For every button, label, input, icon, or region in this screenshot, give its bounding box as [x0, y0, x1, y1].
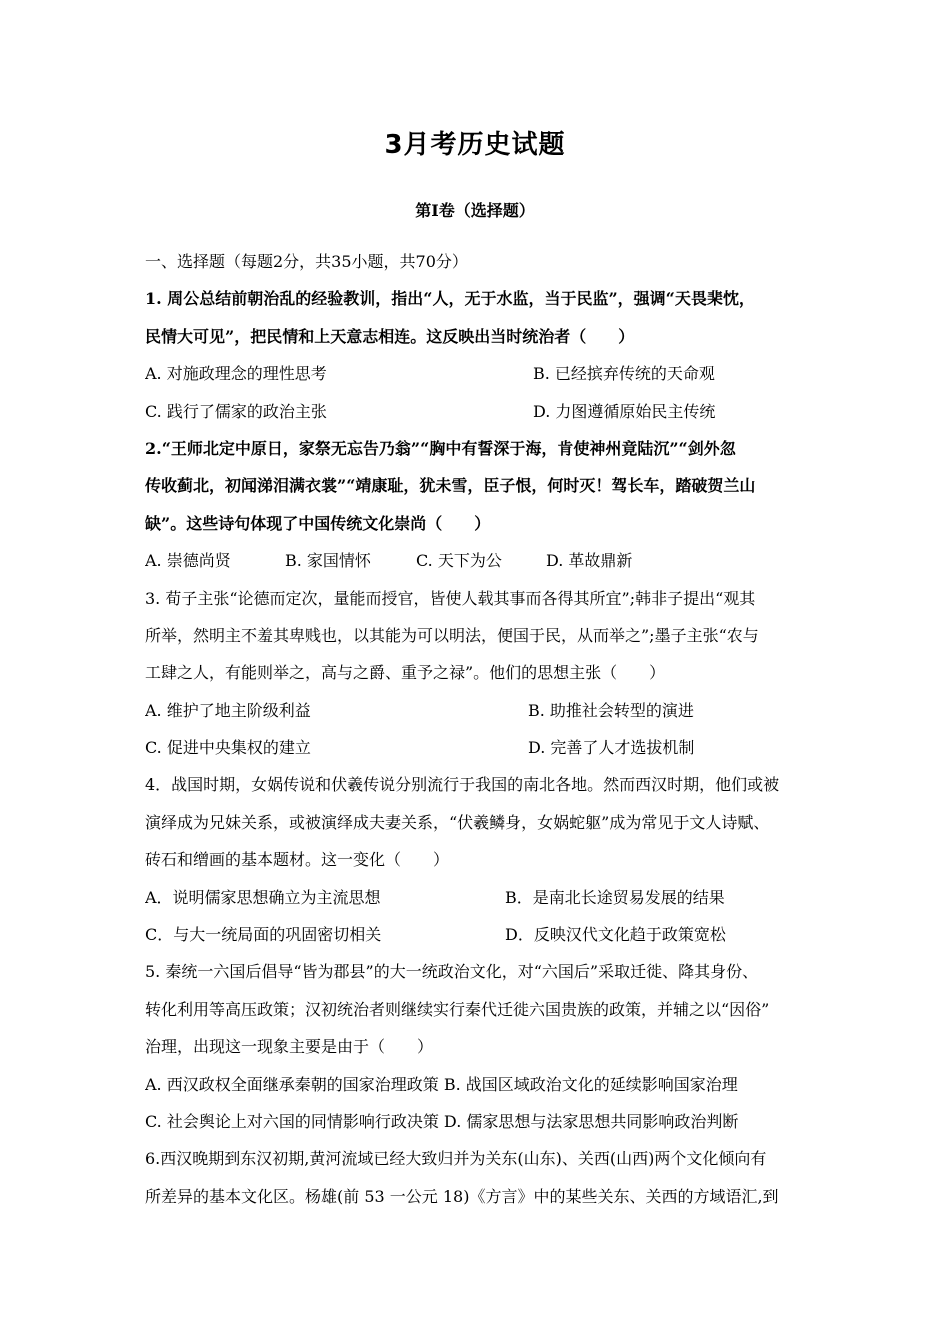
question-4-stem-line-3: 砖石和缯画的基本题材。这一变化（ ）	[145, 850, 450, 870]
page-title: 3月考历史试题	[384, 130, 566, 160]
question-4-option-c[interactable]: C．与大一统局面的巩固密切相关	[145, 925, 382, 945]
section-subtitle: 第Ⅰ卷（选择题）	[415, 201, 535, 220]
question-6-stem-line-1: 6.西汉晚期到东汉初期,黄河流域已经大致归并为关东(山东)、关西(山西)两个文化倾向有	[145, 1149, 767, 1169]
question-2-stem-line-3: 缺”。这些诗句体现了中国传统文化崇尚（ ）	[145, 513, 491, 533]
question-3-option-c[interactable]: C. 促进中央集权的建立	[145, 738, 311, 758]
question-5-stem-line-3: 治理，出现这一现象主要是由于（ ）	[145, 1037, 434, 1057]
question-3-stem-line-2: 所举，然明主不羞其卑贱也，以其能为可以明法，便国于民，从而举之”;墨子主张“农与	[145, 625, 759, 645]
question-2-stem-line-1: 2.“王师北定中原日，家祭无忘告乃翁”“胸中有誓深于海，肯使神州竟陆沉”“剑外忽	[145, 438, 736, 458]
question-4-options-ab	[145, 884, 827, 921]
question-2-option-c[interactable]: C. 天下为公	[416, 551, 502, 571]
question-3-stem-line-1: 3. 荀子主张“论德而定次，量能而授官，皆使人载其事而各得其所宜”;韩非子提出“观其	[145, 588, 756, 608]
question-4-option-b[interactable]: B．是南北长途贸易发展的结果	[505, 887, 725, 907]
question-3-option-b[interactable]: B. 助推社会转型的演进	[528, 700, 694, 720]
question-1-options-ab	[145, 360, 827, 397]
question-1-option-b[interactable]: B. 已经摈弃传统的天命观	[533, 364, 715, 384]
question-1-option-a[interactable]: A. 对施政理念的理性思考	[145, 364, 327, 384]
question-3-stem-line-3: 工肆之人，有能则举之，高与之爵、重予之禄”。他们的思想主张（ ）	[145, 663, 666, 683]
question-2-options	[145, 547, 827, 584]
question-4-options-cd	[145, 921, 827, 958]
question-2-option-b[interactable]: B. 家国情怀	[285, 551, 371, 571]
question-3-option-a[interactable]: A. 维护了地主阶级利益	[145, 700, 311, 720]
question-5-options-ab[interactable]: A. 西汉政权全面继承秦朝的国家治理政策 B. 战国区域政治文化的延续影响国家治理	[145, 1074, 738, 1094]
question-5-stem-line-1: 5. 秦统一六国后倡导“皆为郡县”的大一统政治文化，对“六国后”采取迁徙、降其身份、	[145, 962, 759, 982]
question-4-stem-line-1: 4．战国时期，女娲传说和伏羲传说分别流行于我国的南北各地。然而西汉时期，他们或被	[145, 775, 780, 795]
question-1-stem-line-2: 民情大可见”，把民情和上天意志相连。这反映出当时统治者（ ）	[145, 326, 635, 346]
question-1-option-c[interactable]: C. 践行了儒家的政治主张	[145, 401, 327, 421]
question-4-option-d[interactable]: D．反映汉代文化趋于政策宽松	[505, 925, 726, 945]
question-1-stem-line-1: 1. 周公总结前朝治乱的经验教训，指出“人，无于水监，当于民监”，强调“天畏棐忱，	[145, 289, 755, 309]
question-4-stem-line-2: 演绎成为兄妹关系，或被演绎成夫妻关系，“伏羲鳞身，女娲蛇躯”成为常见于文人诗赋、	[145, 812, 770, 832]
question-6-stem-line-2: 所差异的基本文化区。杨雄(前 53 一公元 18)《方言》中的某些关东、关西的方域语汇,到	[145, 1186, 779, 1206]
section-heading: 一、选择题（每题2分，共35小题，共70分）	[145, 252, 468, 271]
question-2-stem-line-2: 传收蓟北，初闻涕泪满衣裳”“靖康耻，犹未雪，臣子恨，何时灭！驾长车，踏破贺兰山	[145, 476, 756, 496]
question-5-stem-line-2: 转化利用等高压政策；汉初统治者则继续实行秦代迁徙六国贵族的政策，并辅之以“因俗”	[145, 999, 770, 1019]
question-1-option-d[interactable]: D. 力图遵循原始民主传统	[533, 401, 716, 421]
question-5-options-cd[interactable]: C. 社会舆论上对六国的同情影响行政决策 D. 儒家思想与法家思想共同影响政治判断	[145, 1111, 739, 1131]
question-4-option-a[interactable]: A．说明儒家思想确立为主流思想	[145, 887, 381, 907]
question-3-option-d[interactable]: D. 完善了人才选拔机制	[528, 738, 695, 758]
question-3-options-ab	[145, 697, 827, 734]
question-2-option-d[interactable]: D. 革故鼎新	[546, 551, 633, 571]
question-3-options-cd	[145, 734, 827, 771]
question-content	[145, 248, 827, 1220]
question-1-options-cd	[145, 398, 827, 435]
question-2-option-a[interactable]: A. 崇德尚贤	[145, 551, 231, 571]
